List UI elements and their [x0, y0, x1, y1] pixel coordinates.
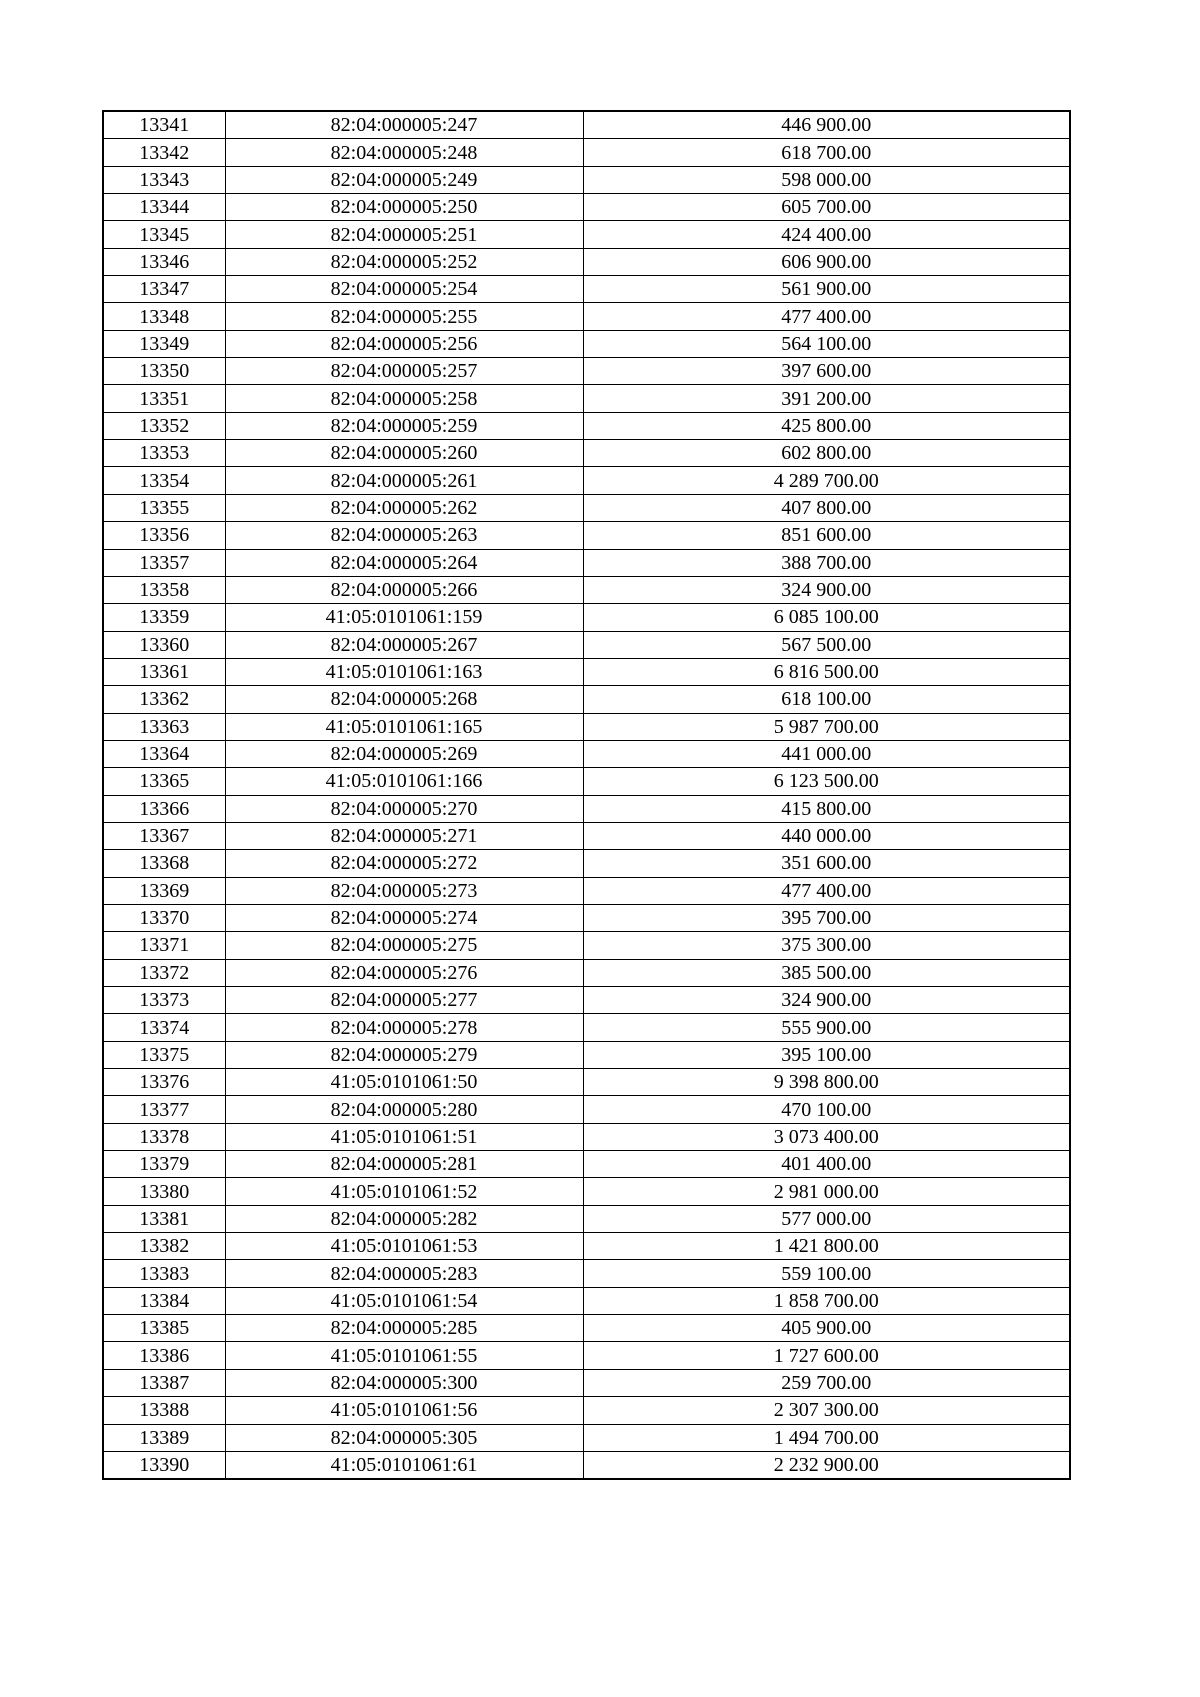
- cadastral-number-cell: 82:04:000005:269: [225, 740, 583, 767]
- table-row: [103, 1342, 1070, 1369]
- cadastral-number-cell: 41:05:0101061:53: [225, 1233, 583, 1260]
- row-number-cell: 13374: [103, 1014, 225, 1041]
- cadastral-value-cell: 1 421 800.00: [583, 1233, 1070, 1260]
- cadastral-value-cell: 3 073 400.00: [583, 1123, 1070, 1150]
- cadastral-value-cell: 567 500.00: [583, 631, 1070, 658]
- row-number-cell: 13365: [103, 768, 225, 795]
- table-row: [103, 959, 1070, 986]
- cadastral-value-cell: 259 700.00: [583, 1369, 1070, 1396]
- cadastral-value-cell: 395 700.00: [583, 904, 1070, 931]
- cadastral-number-cell: 82:04:000005:257: [225, 358, 583, 385]
- cadastral-value-cell: 477 400.00: [583, 303, 1070, 330]
- row-number-cell: 13349: [103, 330, 225, 357]
- table-row: [103, 713, 1070, 740]
- table-row: [103, 631, 1070, 658]
- cadastral-number-cell: 41:05:0101061:163: [225, 658, 583, 685]
- row-number-cell: 13376: [103, 1069, 225, 1096]
- table-row: [103, 932, 1070, 959]
- cadastral-value-cell: 388 700.00: [583, 549, 1070, 576]
- cadastral-value-cell: 1 858 700.00: [583, 1287, 1070, 1314]
- table-row: [103, 1069, 1070, 1096]
- cadastral-number-cell: 82:04:000005:285: [225, 1315, 583, 1342]
- table-row: [103, 1369, 1070, 1396]
- cadastral-number-cell: 82:04:000005:251: [225, 221, 583, 248]
- cadastral-value-cell: 415 800.00: [583, 795, 1070, 822]
- cadastral-number-cell: 82:04:000005:267: [225, 631, 583, 658]
- cadastral-value-cell: 6 816 500.00: [583, 658, 1070, 685]
- cadastral-number-cell: 82:04:000005:277: [225, 987, 583, 1014]
- cadastral-number-cell: 82:04:000005:273: [225, 877, 583, 904]
- row-number-cell: 13353: [103, 440, 225, 467]
- row-number-cell: 13369: [103, 877, 225, 904]
- table-row: [103, 1287, 1070, 1314]
- cadastral-number-cell: 41:05:0101061:51: [225, 1123, 583, 1150]
- table-row: [103, 1451, 1070, 1479]
- cadastral-value-table: [102, 110, 1071, 1480]
- cadastral-number-cell: 82:04:000005:258: [225, 385, 583, 412]
- row-number-cell: 13385: [103, 1315, 225, 1342]
- cadastral-value-cell: 2 307 300.00: [583, 1397, 1070, 1424]
- row-number-cell: 13372: [103, 959, 225, 986]
- cadastral-number-cell: 82:04:000005:255: [225, 303, 583, 330]
- row-number-cell: 13354: [103, 467, 225, 494]
- table-row: [103, 686, 1070, 713]
- row-number-cell: 13386: [103, 1342, 225, 1369]
- table-body: [103, 111, 1070, 1479]
- row-number-cell: 13377: [103, 1096, 225, 1123]
- cadastral-number-cell: 82:04:000005:282: [225, 1205, 583, 1232]
- row-number-cell: 13357: [103, 549, 225, 576]
- cadastral-value-cell: 618 100.00: [583, 686, 1070, 713]
- cadastral-number-cell: 82:04:000005:262: [225, 494, 583, 521]
- row-number-cell: 13384: [103, 1287, 225, 1314]
- cadastral-number-cell: 82:04:000005:270: [225, 795, 583, 822]
- cadastral-value-cell: 555 900.00: [583, 1014, 1070, 1041]
- table-row: [103, 1233, 1070, 1260]
- cadastral-value-cell: 440 000.00: [583, 822, 1070, 849]
- table-row: [103, 658, 1070, 685]
- cadastral-value-cell: 391 200.00: [583, 385, 1070, 412]
- row-number-cell: 13362: [103, 686, 225, 713]
- table-row: [103, 1397, 1070, 1424]
- cadastral-number-cell: 82:04:000005:261: [225, 467, 583, 494]
- cadastral-value-cell: 351 600.00: [583, 850, 1070, 877]
- row-number-cell: 13352: [103, 412, 225, 439]
- row-number-cell: 13346: [103, 248, 225, 275]
- cadastral-value-cell: 401 400.00: [583, 1151, 1070, 1178]
- cadastral-number-cell: 41:05:0101061:166: [225, 768, 583, 795]
- row-number-cell: 13388: [103, 1397, 225, 1424]
- table-row: [103, 740, 1070, 767]
- cadastral-value-cell: 375 300.00: [583, 932, 1070, 959]
- cadastral-value-cell: 2 232 900.00: [583, 1451, 1070, 1479]
- cadastral-number-cell: 82:04:000005:260: [225, 440, 583, 467]
- row-number-cell: 13350: [103, 358, 225, 385]
- row-number-cell: 13368: [103, 850, 225, 877]
- row-number-cell: 13379: [103, 1151, 225, 1178]
- table-row: [103, 1205, 1070, 1232]
- cadastral-value-cell: 851 600.00: [583, 522, 1070, 549]
- table-row: [103, 494, 1070, 521]
- cadastral-value-cell: 561 900.00: [583, 276, 1070, 303]
- cadastral-value-cell: 606 900.00: [583, 248, 1070, 275]
- cadastral-number-cell: 82:04:000005:252: [225, 248, 583, 275]
- row-number-cell: 13356: [103, 522, 225, 549]
- row-number-cell: 13348: [103, 303, 225, 330]
- cadastral-number-cell: 41:05:0101061:165: [225, 713, 583, 740]
- table-row: [103, 1178, 1070, 1205]
- row-number-cell: 13361: [103, 658, 225, 685]
- cadastral-value-cell: 405 900.00: [583, 1315, 1070, 1342]
- row-number-cell: 13382: [103, 1233, 225, 1260]
- row-number-cell: 13364: [103, 740, 225, 767]
- cadastral-number-cell: 82:04:000005:279: [225, 1041, 583, 1068]
- table-row: [103, 111, 1070, 139]
- table-row: [103, 1123, 1070, 1150]
- cadastral-value-cell: 5 987 700.00: [583, 713, 1070, 740]
- table-row: [103, 549, 1070, 576]
- table-row: [103, 276, 1070, 303]
- table-row: [103, 358, 1070, 385]
- table-row: [103, 1151, 1070, 1178]
- cadastral-value-cell: 425 800.00: [583, 412, 1070, 439]
- cadastral-value-cell: 564 100.00: [583, 330, 1070, 357]
- row-number-cell: 13363: [103, 713, 225, 740]
- cadastral-number-cell: 82:04:000005:280: [225, 1096, 583, 1123]
- row-number-cell: 13359: [103, 604, 225, 631]
- cadastral-number-cell: 41:05:0101061:61: [225, 1451, 583, 1479]
- cadastral-number-cell: 41:05:0101061:159: [225, 604, 583, 631]
- cadastral-number-cell: 82:04:000005:259: [225, 412, 583, 439]
- cadastral-value-cell: 397 600.00: [583, 358, 1070, 385]
- table-row: [103, 412, 1070, 439]
- cadastral-number-cell: 82:04:000005:250: [225, 194, 583, 221]
- table-row: [103, 194, 1070, 221]
- table-row: [103, 576, 1070, 603]
- cadastral-number-cell: 82:04:000005:305: [225, 1424, 583, 1451]
- row-number-cell: 13345: [103, 221, 225, 248]
- table-row: [103, 1096, 1070, 1123]
- table-row: [103, 904, 1070, 931]
- cadastral-value-cell: 4 289 700.00: [583, 467, 1070, 494]
- table-row: [103, 1260, 1070, 1287]
- row-number-cell: 13347: [103, 276, 225, 303]
- table-row: [103, 795, 1070, 822]
- cadastral-value-cell: 2 981 000.00: [583, 1178, 1070, 1205]
- row-number-cell: 13381: [103, 1205, 225, 1232]
- cadastral-value-cell: 1 727 600.00: [583, 1342, 1070, 1369]
- row-number-cell: 13366: [103, 795, 225, 822]
- cadastral-value-cell: 602 800.00: [583, 440, 1070, 467]
- table-row: [103, 1315, 1070, 1342]
- table-row: [103, 877, 1070, 904]
- cadastral-number-cell: 41:05:0101061:56: [225, 1397, 583, 1424]
- cadastral-number-cell: 82:04:000005:274: [225, 904, 583, 931]
- row-number-cell: 13389: [103, 1424, 225, 1451]
- cadastral-number-cell: 82:04:000005:275: [225, 932, 583, 959]
- table-row: [103, 467, 1070, 494]
- row-number-cell: 13375: [103, 1041, 225, 1068]
- row-number-cell: 13387: [103, 1369, 225, 1396]
- cadastral-value-cell: 6 123 500.00: [583, 768, 1070, 795]
- cadastral-number-cell: 82:04:000005:263: [225, 522, 583, 549]
- row-number-cell: 13390: [103, 1451, 225, 1479]
- cadastral-value-cell: 424 400.00: [583, 221, 1070, 248]
- cadastral-number-cell: 82:04:000005:268: [225, 686, 583, 713]
- cadastral-value-cell: 9 398 800.00: [583, 1069, 1070, 1096]
- cadastral-value-cell: 577 000.00: [583, 1205, 1070, 1232]
- cadastral-value-cell: 618 700.00: [583, 139, 1070, 166]
- cadastral-number-cell: 82:04:000005:278: [225, 1014, 583, 1041]
- table-row: [103, 987, 1070, 1014]
- table-row: [103, 166, 1070, 193]
- cadastral-number-cell: 82:04:000005:281: [225, 1151, 583, 1178]
- row-number-cell: 13367: [103, 822, 225, 849]
- cadastral-value-cell: 407 800.00: [583, 494, 1070, 521]
- cadastral-number-cell: 82:04:000005:247: [225, 111, 583, 139]
- table-row: [103, 522, 1070, 549]
- table-row: [103, 139, 1070, 166]
- row-number-cell: 13360: [103, 631, 225, 658]
- cadastral-value-cell: 605 700.00: [583, 194, 1070, 221]
- table-row: [103, 1014, 1070, 1041]
- cadastral-value-cell: 477 400.00: [583, 877, 1070, 904]
- cadastral-number-cell: 82:04:000005:249: [225, 166, 583, 193]
- cadastral-value-cell: 559 100.00: [583, 1260, 1070, 1287]
- cadastral-number-cell: 41:05:0101061:50: [225, 1069, 583, 1096]
- row-number-cell: 13358: [103, 576, 225, 603]
- cadastral-value-cell: 6 085 100.00: [583, 604, 1070, 631]
- cadastral-value-cell: 470 100.00: [583, 1096, 1070, 1123]
- table-row: [103, 604, 1070, 631]
- row-number-cell: 13378: [103, 1123, 225, 1150]
- table-row: [103, 221, 1070, 248]
- cadastral-number-cell: 82:04:000005:300: [225, 1369, 583, 1396]
- row-number-cell: 13373: [103, 987, 225, 1014]
- row-number-cell: 13370: [103, 904, 225, 931]
- cadastral-number-cell: 82:04:000005:272: [225, 850, 583, 877]
- cadastral-value-cell: 446 900.00: [583, 111, 1070, 139]
- cadastral-number-cell: 41:05:0101061:52: [225, 1178, 583, 1205]
- cadastral-number-cell: 82:04:000005:283: [225, 1260, 583, 1287]
- table-row: [103, 303, 1070, 330]
- cadastral-number-cell: 41:05:0101061:55: [225, 1342, 583, 1369]
- cadastral-number-cell: 82:04:000005:254: [225, 276, 583, 303]
- table-row: [103, 440, 1070, 467]
- row-number-cell: 13371: [103, 932, 225, 959]
- row-number-cell: 13383: [103, 1260, 225, 1287]
- cadastral-value-cell: 395 100.00: [583, 1041, 1070, 1068]
- cadastral-number-cell: 82:04:000005:271: [225, 822, 583, 849]
- cadastral-number-cell: 82:04:000005:248: [225, 139, 583, 166]
- cadastral-number-cell: 82:04:000005:264: [225, 549, 583, 576]
- cadastral-number-cell: 41:05:0101061:54: [225, 1287, 583, 1314]
- cadastral-value-cell: 324 900.00: [583, 576, 1070, 603]
- cadastral-value-cell: 385 500.00: [583, 959, 1070, 986]
- table-row: [103, 330, 1070, 357]
- table-row: [103, 1041, 1070, 1068]
- cadastral-number-cell: 82:04:000005:256: [225, 330, 583, 357]
- row-number-cell: 13343: [103, 166, 225, 193]
- table-row: [103, 1424, 1070, 1451]
- cadastral-number-cell: 82:04:000005:276: [225, 959, 583, 986]
- row-number-cell: 13351: [103, 385, 225, 412]
- cadastral-value-cell: 598 000.00: [583, 166, 1070, 193]
- cadastral-number-cell: 82:04:000005:266: [225, 576, 583, 603]
- cadastral-value-cell: 324 900.00: [583, 987, 1070, 1014]
- table-row: [103, 768, 1070, 795]
- table-row: [103, 850, 1070, 877]
- table-row: [103, 248, 1070, 275]
- table-row: [103, 822, 1070, 849]
- cadastral-value-cell: 441 000.00: [583, 740, 1070, 767]
- table-row: [103, 385, 1070, 412]
- row-number-cell: 13341: [103, 111, 225, 139]
- row-number-cell: 13342: [103, 139, 225, 166]
- row-number-cell: 13344: [103, 194, 225, 221]
- row-number-cell: 13355: [103, 494, 225, 521]
- row-number-cell: 13380: [103, 1178, 225, 1205]
- cadastral-value-cell: 1 494 700.00: [583, 1424, 1070, 1451]
